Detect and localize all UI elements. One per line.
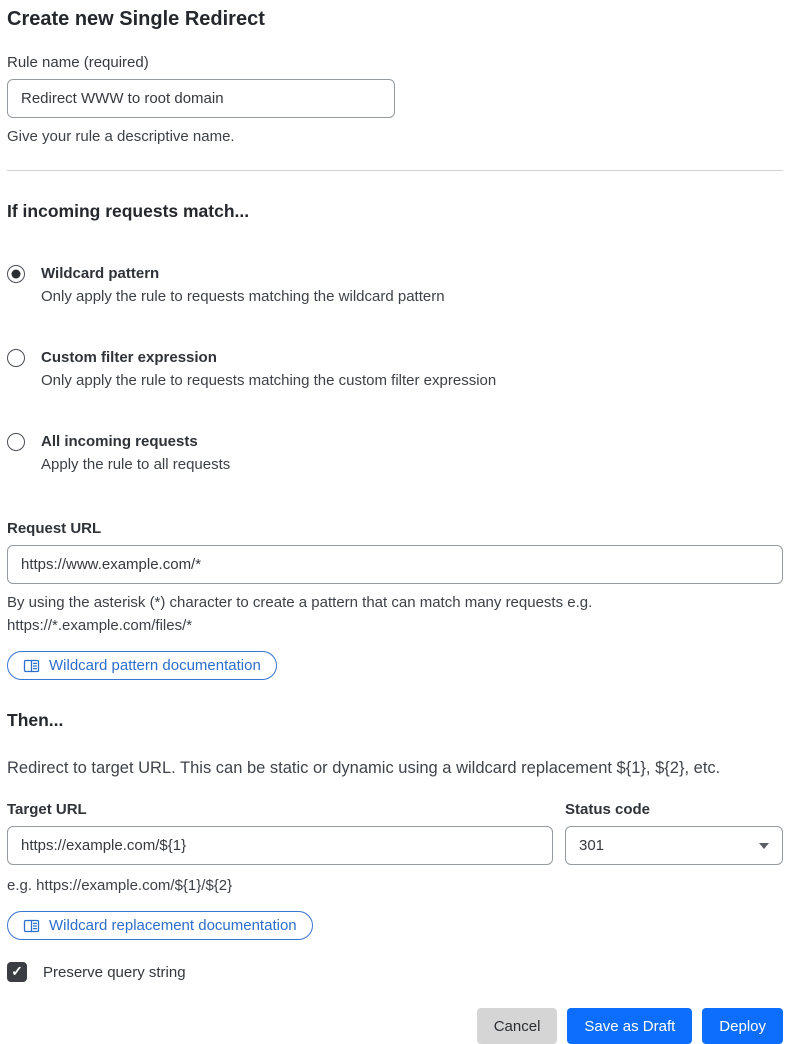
wildcard-pattern-docs-label: Wildcard pattern documentation bbox=[49, 657, 261, 674]
open-book-icon bbox=[23, 918, 40, 934]
status-code-label: Status code bbox=[565, 801, 651, 818]
request-url-helper-line1: By using the asterisk (*) character to create a pattern that can match many requests e.g. bbox=[7, 594, 593, 611]
preserve-query-row[interactable] bbox=[7, 962, 783, 982]
open-book-icon bbox=[23, 658, 40, 674]
preserve-query-label: Preserve query string bbox=[43, 963, 186, 981]
request-url-label: Request URL bbox=[7, 520, 102, 537]
footer-actions bbox=[7, 1008, 783, 1044]
rule-name-label: Rule name (required) bbox=[7, 54, 149, 71]
page-title: Create new Single Redirect bbox=[7, 8, 265, 30]
cancel-button[interactable]: Cancel bbox=[477, 1008, 558, 1044]
wildcard-pattern-description: Only apply the rule to requests matching the wildcard pattern bbox=[41, 288, 445, 305]
match-section-heading: If incoming requests match... bbox=[7, 201, 250, 221]
custom-filter-description: Only apply the rule to requests matching the custom filter expression bbox=[41, 372, 497, 389]
request-url-helper bbox=[7, 591, 783, 637]
all-requests-radio[interactable] bbox=[7, 433, 25, 451]
request-url-helper-line2: https://*.example.com/files/* bbox=[7, 617, 193, 634]
all-requests-description: Apply the rule to all requests bbox=[41, 456, 231, 473]
radio-option-all-requests[interactable] bbox=[7, 432, 783, 474]
wildcard-pattern-radio[interactable] bbox=[7, 265, 25, 283]
custom-filter-label: Custom filter expression bbox=[41, 349, 217, 366]
deploy-button[interactable]: Deploy bbox=[702, 1008, 783, 1044]
request-url-input[interactable] bbox=[7, 545, 783, 584]
wildcard-replacement-docs-button[interactable] bbox=[7, 911, 313, 940]
section-divider bbox=[7, 170, 783, 171]
rule-name-input[interactable] bbox=[7, 79, 395, 118]
wildcard-pattern-label: Wildcard pattern bbox=[41, 265, 160, 282]
wildcard-pattern-docs-button[interactable] bbox=[7, 651, 277, 680]
then-section-heading: Then... bbox=[7, 710, 64, 730]
redirect-description: Redirect to target URL. This can be static or dynamic using a wildcard replacement ${1}, ${2}, etc. bbox=[7, 759, 721, 777]
preserve-query-checkbox[interactable] bbox=[7, 962, 27, 982]
target-url-label: Target URL bbox=[7, 801, 87, 818]
custom-filter-radio[interactable] bbox=[7, 349, 25, 367]
radio-option-custom-filter[interactable] bbox=[7, 348, 783, 390]
status-code-select[interactable] bbox=[565, 826, 783, 865]
target-url-helper: e.g. https://example.com/${1}/${2} bbox=[7, 877, 233, 894]
save-as-draft-button[interactable]: Save as Draft bbox=[567, 1008, 692, 1044]
target-url-input[interactable] bbox=[7, 826, 553, 865]
all-requests-label: All incoming requests bbox=[41, 433, 198, 450]
rule-name-helper: Give your rule a descriptive name. bbox=[7, 128, 235, 145]
target-row bbox=[7, 801, 783, 897]
radio-option-wildcard-pattern[interactable] bbox=[7, 264, 783, 306]
wildcard-replacement-docs-label: Wildcard replacement documentation bbox=[49, 917, 297, 934]
